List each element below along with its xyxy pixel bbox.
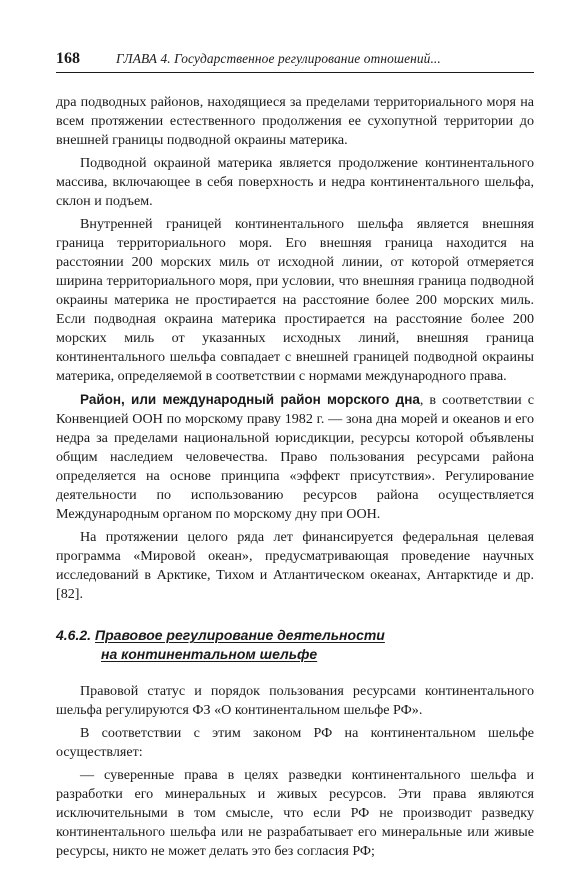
- page-number: 168: [56, 50, 80, 67]
- paragraph: [56, 154, 534, 211]
- paragraph: [56, 766, 534, 861]
- section-title-line1: Правовое регулирование деятельности: [95, 627, 385, 643]
- paragraph-text: — суверенные права в целях разведки континентального шельфа и разработки его минеральных и живых ресурсов. Эти права являются исключительными в том смысле, что если РФ не производит разведку континентального шельфа или не разрабатывает его минеральные или живые ресурсы, никто не может делать это без согласия РФ;: [56, 767, 534, 859]
- body-text: [56, 93, 534, 861]
- running-title: ГЛАВА 4. Государственное регулирование отношений...: [116, 51, 441, 66]
- term-definition: Район, или международный район морского дна: [80, 392, 420, 407]
- paragraph-text: В соответствии с этим законом РФ на континентальном шельфе осуществляет:: [56, 725, 534, 760]
- paragraph: [56, 215, 534, 386]
- paragraph-text: На протяжении целого ряда лет финансируется федеральная целевая программа «Мировой океан», предусматривающая проведение научных исследований в Арктике, Тихом и Атлантическом океанах, Антарктиде и др. [82].: [56, 529, 534, 602]
- running-head: [56, 50, 534, 73]
- section-number: 4.6.2.: [56, 627, 92, 643]
- paragraph-text: дра подводных районов, находящиеся за пределами территориального моря на всем протяжении естественного продолжения ее сухопутной территории до внешней границы подводной окраины материка.: [56, 94, 534, 148]
- paragraph-text: , в соответствии с Конвенцией ООН по морскому праву 1982 г. — зона дна морей и океанов и его недра за пределами национальной юрисдикции, ресурсы которой объявлены общим наследием человечества. Право пользования ресурсами района определяется на основе принципа «эффект присутствия». Регулирование деятельности по использованию ресурсов района осуществляется Международным органом по морскому дну при ООН.: [56, 392, 535, 522]
- paragraph-text: Правовой статус и порядок пользования ресурсами континентального шельфа регулируются ФЗ «О континентальном шельфе РФ».: [56, 683, 534, 718]
- paragraph: [56, 724, 534, 762]
- section-title-line2: на континентальном шельфе: [101, 646, 318, 662]
- paragraph-text: Подводной окраиной материка является продолжение континентального массива, включающее в себя поверхность и недра континентального шельфа, склон и подъем.: [56, 155, 534, 209]
- paragraph: [56, 390, 534, 524]
- paragraph: [56, 93, 534, 150]
- paragraph-text: Внутренней границей континентального шельфа является внешняя граница территориального моря. Его внешняя граница находится на расстоянии 200 морских миль от исходной линии, от которой отмеряется ширина территориального моря, при условии, что внешняя граница подводной окраины материка не простирается на расстояние более 200 морских миль. Если подводная окраина материка простирается на расстояние более 200 морских миль от указанных исходных линий, внешняя граница континентального шельфа совпадает с внешней границей подводной окраины материка, определяемой в соответствии с нормами международного права.: [56, 216, 534, 384]
- paragraph: [56, 528, 534, 604]
- paragraph: [56, 682, 534, 720]
- section-heading: [56, 626, 534, 664]
